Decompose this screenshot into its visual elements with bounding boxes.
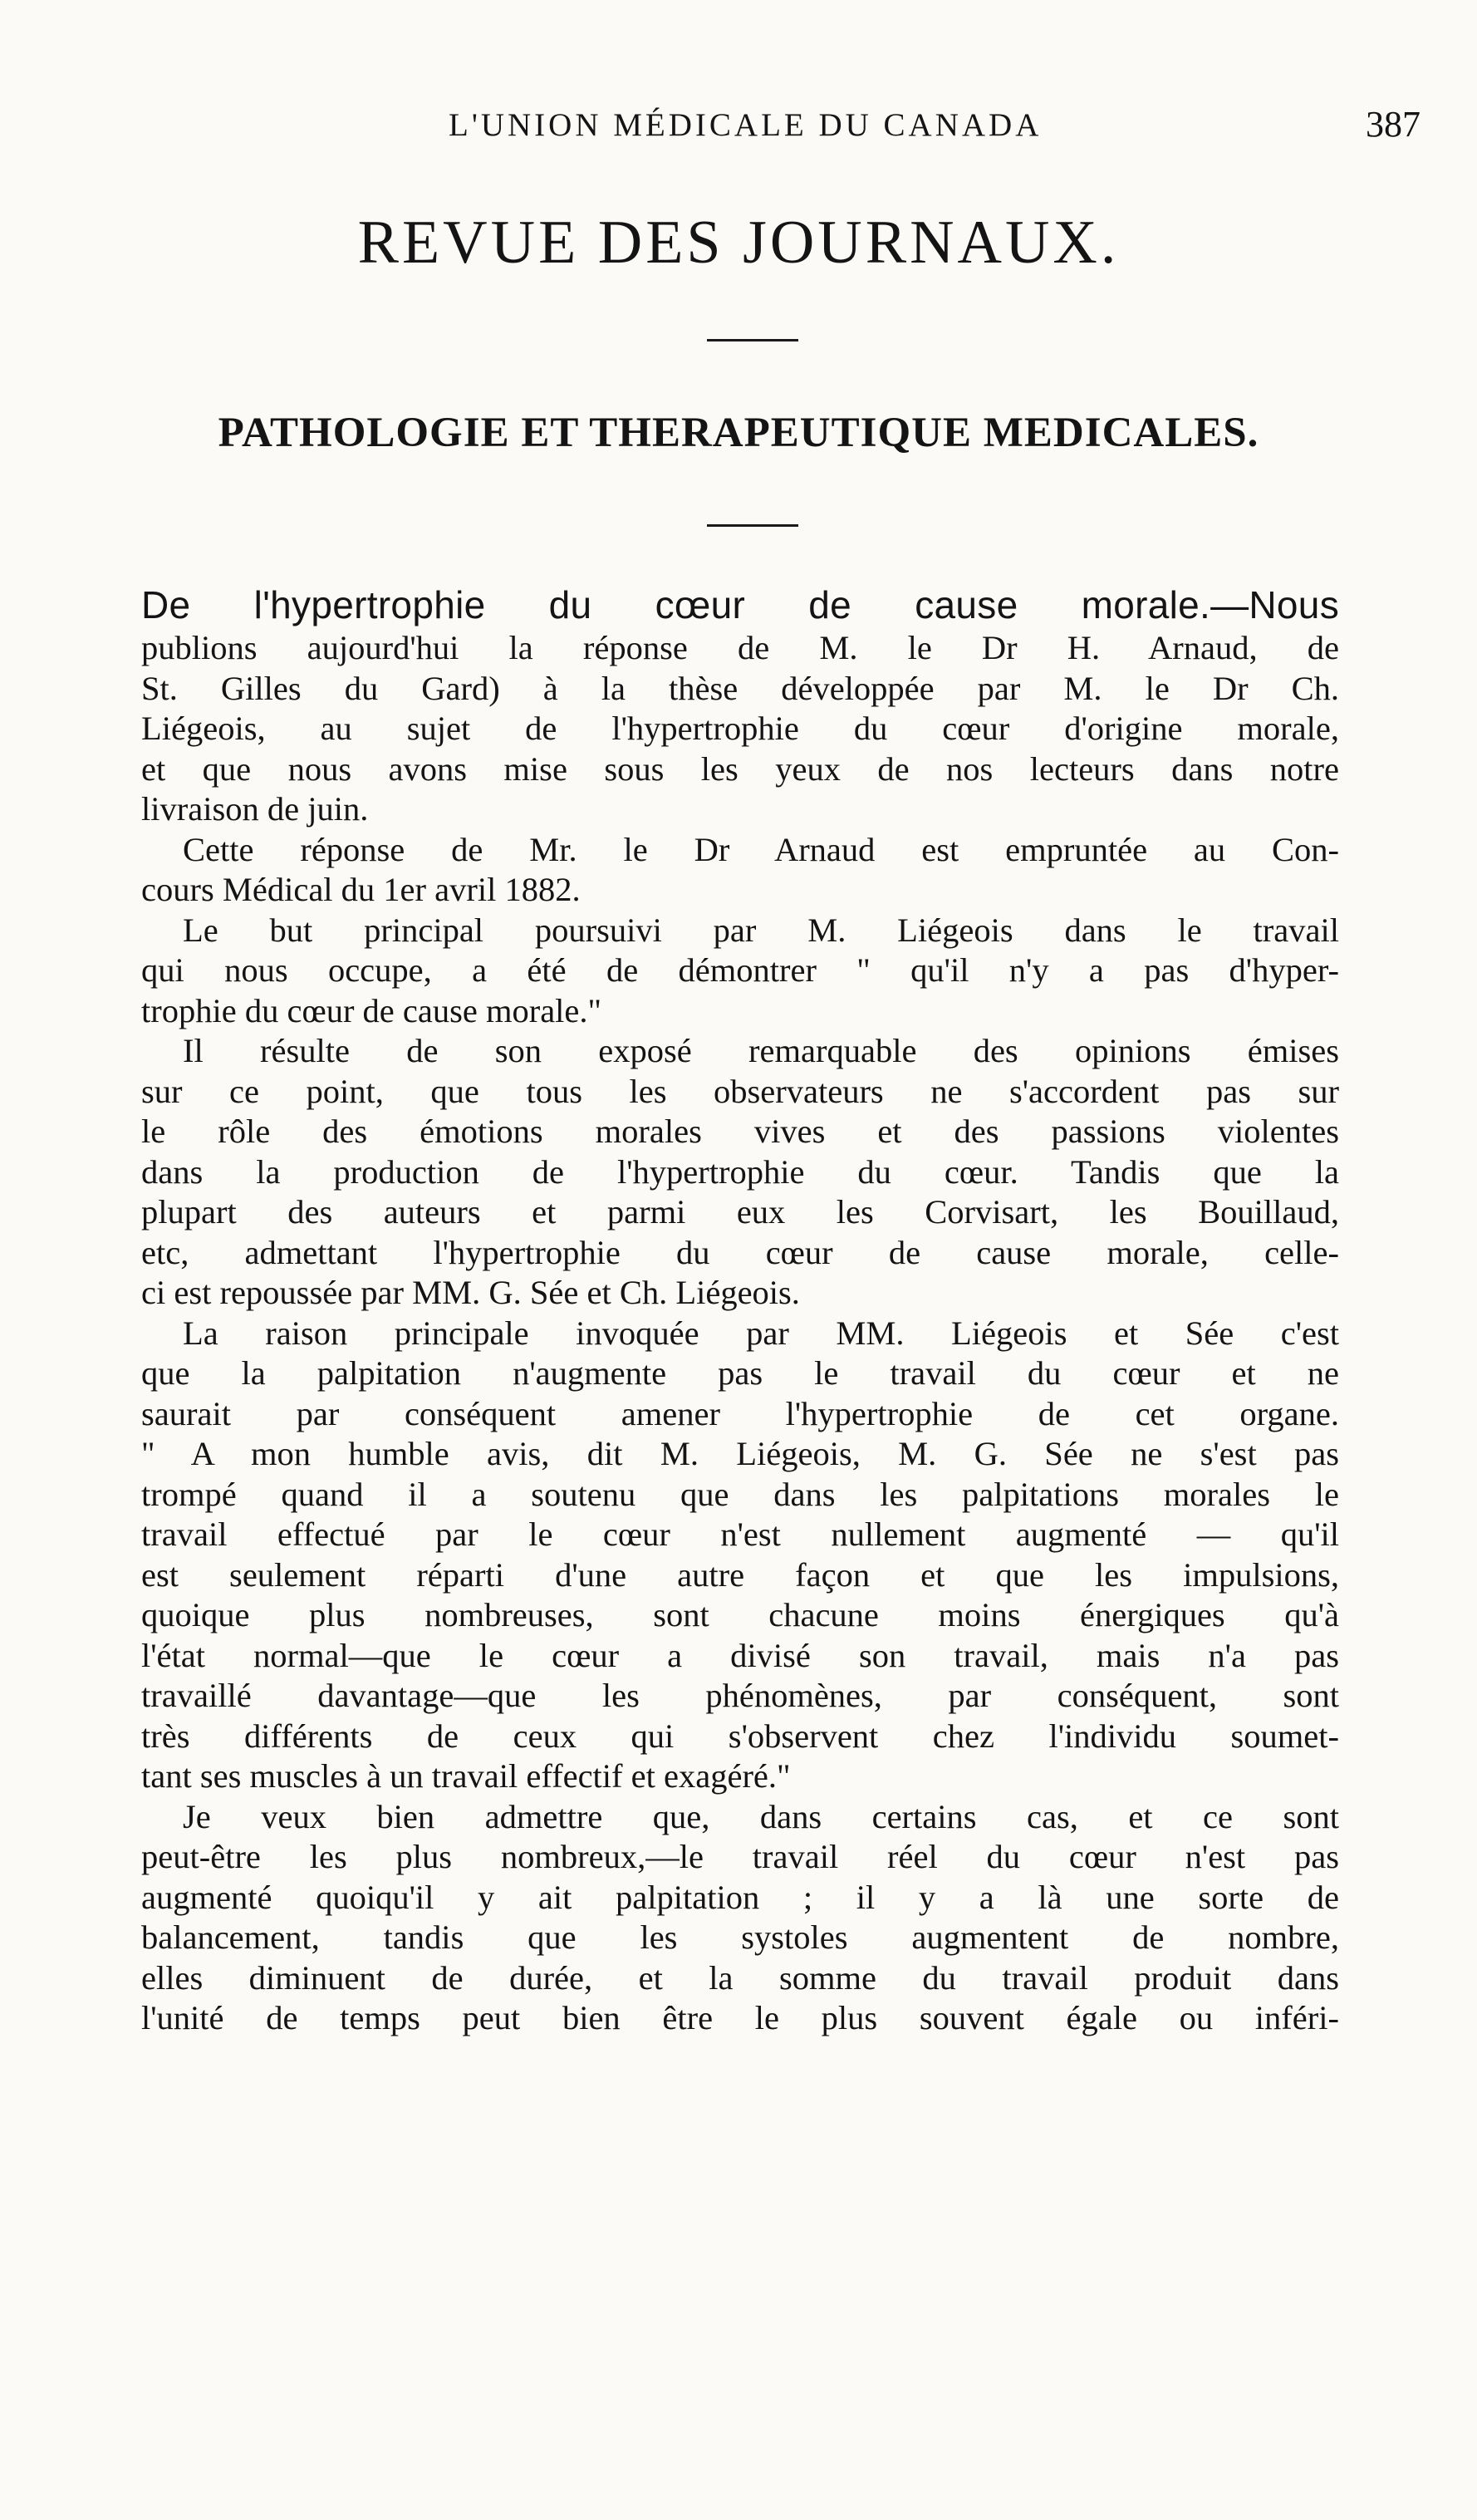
text-line: travail effectué par le cœur n'est nullement augmenté — qu'il bbox=[141, 1515, 1339, 1553]
text-line: Il résulte de son exposé remarquable des opinions émises bbox=[183, 1032, 1339, 1069]
text-line: travaillé davantage—que les phénomènes, par conséquent, sont bbox=[141, 1677, 1339, 1714]
divider-rule bbox=[707, 524, 798, 527]
text-line: peut-être les plus nombreux,—le travail réel du cœur n'est pas bbox=[141, 1838, 1339, 1875]
text-line: ci est repoussée par MM. G. Sée et Ch. Liégeois. bbox=[141, 1274, 800, 1311]
text-line: " A mon humble avis, dit M. Liégeois, M. G. Sée ne s'est pas bbox=[141, 1435, 1339, 1472]
text-line: balancement, tandis que les systoles augmentent de nombre, bbox=[141, 1918, 1339, 1956]
text-line: plupart des auteurs et parmi eux les Corvisart, les Bouillaud, bbox=[141, 1193, 1339, 1231]
text-line: sur ce point, que tous les observateurs ne s'accordent pas sur bbox=[141, 1072, 1339, 1110]
text-line: Je veux bien admettre que, dans certains cas, et ce sont bbox=[183, 1797, 1339, 1835]
subsection-title: PATHOLOGIE ET THERAPEUTIQUE MEDICALES. bbox=[218, 410, 1259, 456]
text-line: etc, admettant l'hypertrophie du cœur de cause morale, celle- bbox=[141, 1233, 1339, 1271]
text-line: tant ses muscles à un travail effectif et exagéré." bbox=[141, 1757, 791, 1795]
text-line: trompé quand il a soutenu que dans les palpitations morales le bbox=[141, 1475, 1339, 1513]
text-line: saurait par conséquent amener l'hypertrophie de cet organe. bbox=[141, 1394, 1339, 1432]
text-line: elles diminuent de durée, et la somme du travail produit dans bbox=[141, 1958, 1339, 1997]
text-line: très différents de ceux qui s'observent chez l'individu soumet- bbox=[141, 1717, 1339, 1755]
article-body bbox=[141, 582, 1339, 2039]
text-line: quoique plus nombreuses, sont chacune moins énergiques qu'à bbox=[141, 1596, 1339, 1633]
text-line: trophie du cœur de cause morale." bbox=[141, 991, 602, 1029]
text-line: publions aujourd'hui la réponse de M. le Dr H. Arnaud, de bbox=[141, 629, 1339, 666]
text-line: livraison de juin. bbox=[141, 790, 369, 828]
text-line: et que nous avons mise sous les yeux de nos lecteurs dans notre bbox=[141, 749, 1339, 788]
article-lead-line: De l'hypertrophie du cœur de cause morale.—Nous bbox=[141, 583, 1339, 626]
text-line: le rôle des émotions morales vives et des passions violentes bbox=[141, 1113, 1339, 1150]
page-number: 387 bbox=[1366, 104, 1421, 145]
text-line: augmenté quoiqu'il y ait palpitation ; il y a là une sorte de bbox=[141, 1878, 1339, 1916]
text-line: qui nous occupe, a été de démontrer " qu'il n'y a pas d'hyper- bbox=[141, 951, 1339, 989]
text-line: La raison principale invoquée par MM. Liégeois et Sée c'est bbox=[183, 1314, 1339, 1352]
text-line: St. Gilles du Gard) à la thèse développée par M. le Dr Ch. bbox=[141, 669, 1339, 707]
divider-rule bbox=[707, 339, 798, 341]
text-line: Liégeois, au sujet de l'hypertrophie du cœur d'origine morale, bbox=[141, 710, 1339, 747]
text-line: dans la production de l'hypertrophie du cœur. Tandis que la bbox=[141, 1152, 1339, 1191]
journal-name: L'UNION MÉDICALE DU CANADA bbox=[449, 107, 1043, 143]
running-head bbox=[141, 98, 1421, 156]
text-line: Cette réponse de Mr. le Dr Arnaud est empruntée au Con- bbox=[183, 830, 1339, 868]
section-title: REVUE DES JOURNAUX. bbox=[357, 209, 1120, 277]
text-line: l'unité de temps peut bien être le plus souvent égale ou inféri- bbox=[141, 1999, 1339, 2036]
text-line: est seulement réparti d'une autre façon et que les impulsions, bbox=[141, 1555, 1339, 1594]
text-line: que la palpitation n'augmente pas le travail du cœur et ne bbox=[141, 1354, 1339, 1392]
text-line: l'état normal—que le cœur a divisé son travail, mais n'a pas bbox=[141, 1636, 1339, 1674]
text-line: Le but principal poursuivi par M. Liégeois dans le travail bbox=[183, 911, 1339, 949]
text-line: cours Médical du 1er avril 1882. bbox=[141, 871, 581, 908]
